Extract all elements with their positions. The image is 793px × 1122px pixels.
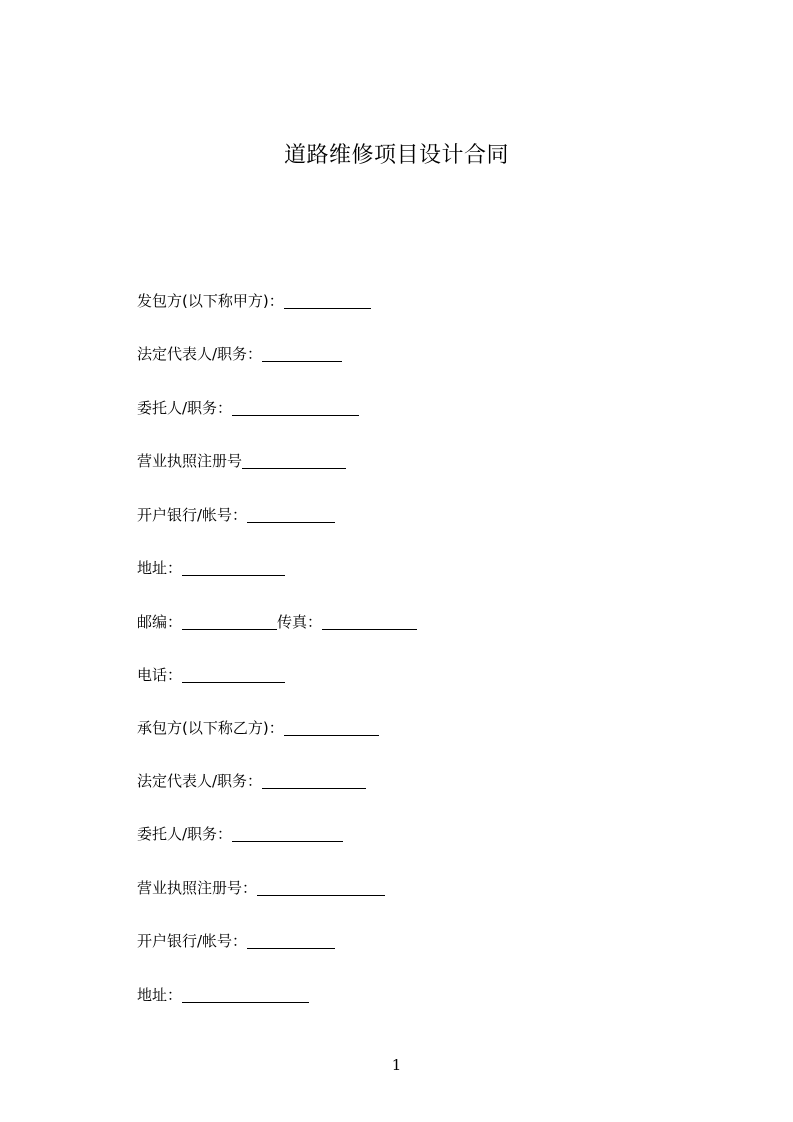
party-a-phone-row — [137, 663, 285, 687]
party-b-agent-blank[interactable] — [232, 823, 343, 842]
party-b-contractor-blank[interactable] — [284, 717, 379, 736]
party-b-contractor-label: 承包方(以下称乙方)： — [137, 719, 284, 737]
party-b-bank-label: 开户银行/帐号： — [137, 932, 248, 950]
party-a-employer-blank[interactable] — [284, 290, 371, 309]
party-a-agent-label: 委托人/职务： — [137, 399, 233, 417]
party-a-business-reg-blank[interactable] — [242, 450, 346, 469]
party-b-agent-row — [137, 822, 343, 846]
party-b-legal-rep-label: 法定代表人/职务： — [137, 772, 263, 790]
party-b-legal-rep-row — [137, 769, 366, 793]
contract-title: 道路维修项目设计合同 — [283, 143, 509, 168]
party-a-employer-row — [137, 289, 371, 313]
party-b-agent-label: 委托人/职务： — [137, 825, 233, 843]
party-a-business-reg-label: 营业执照注册号 — [137, 452, 243, 470]
party-a-address-label: 地址： — [137, 559, 183, 577]
party-a-business-reg-row — [137, 449, 346, 473]
party-a-fax-label: 传真： — [277, 613, 323, 631]
party-b-business-reg-row — [137, 876, 385, 900]
party-b-address-label: 地址： — [137, 986, 183, 1004]
party-a-address-row — [137, 556, 285, 580]
party-a-legal-rep-blank[interactable] — [262, 343, 342, 362]
party-a-agent-blank[interactable] — [232, 397, 359, 416]
party-a-legal-rep-row — [137, 342, 342, 366]
party-b-business-reg-label: 营业执照注册号： — [137, 879, 258, 897]
party-a-fax-blank[interactable] — [322, 611, 417, 630]
party-b-legal-rep-blank[interactable] — [262, 770, 366, 789]
party-b-address-row — [137, 983, 309, 1007]
party-a-bank-label: 开户银行/帐号： — [137, 506, 248, 524]
party-a-postcode-fax-row — [137, 610, 417, 634]
party-a-phone-blank[interactable] — [182, 664, 285, 683]
party-a-employer-label: 发包方(以下称甲方)： — [137, 292, 284, 310]
party-b-bank-row — [137, 929, 335, 953]
page-number: 1 — [391, 1056, 402, 1074]
party-a-postcode-label: 邮编： — [137, 613, 183, 631]
party-a-bank-row — [137, 503, 335, 527]
party-a-postcode-blank[interactable] — [182, 611, 277, 630]
party-a-legal-rep-label: 法定代表人/职务： — [137, 345, 263, 363]
party-b-contractor-row — [137, 716, 379, 740]
party-b-business-reg-blank[interactable] — [257, 877, 385, 896]
party-a-bank-blank[interactable] — [247, 504, 335, 523]
party-b-bank-blank[interactable] — [247, 930, 335, 949]
party-a-phone-label: 电话： — [137, 666, 183, 684]
party-a-agent-row — [137, 396, 359, 420]
party-b-address-blank[interactable] — [182, 984, 309, 1003]
party-a-address-blank[interactable] — [182, 557, 285, 576]
